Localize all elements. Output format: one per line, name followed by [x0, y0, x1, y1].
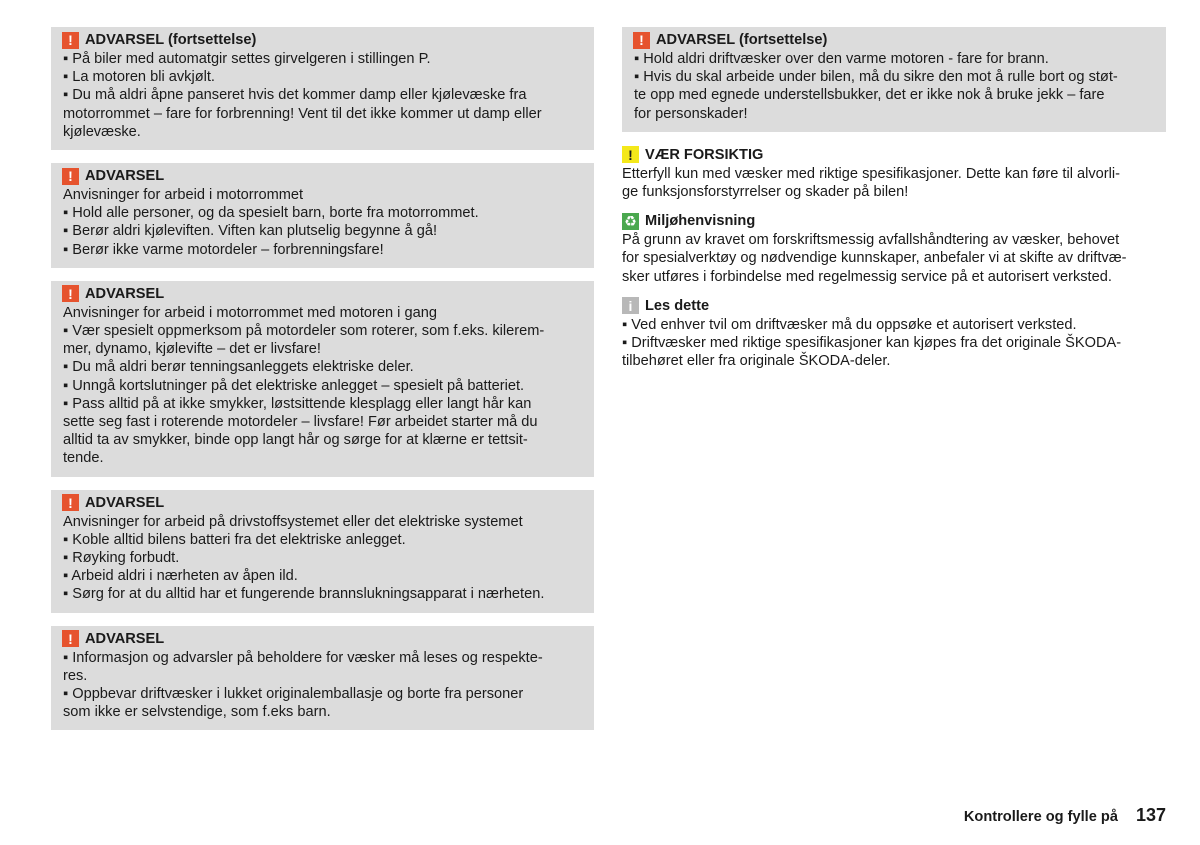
text-line: tende. — [63, 450, 104, 467]
warning-header — [62, 284, 582, 304]
warning-title: ADVARSEL — [85, 167, 165, 184]
text-line: ▪ Unngå kortslutninger på det elektriske anlegget – spesielt på batteriet. — [63, 377, 525, 394]
text-line: ▪ Røyking forbudt. — [63, 550, 180, 567]
text-line: ▪ Arbeid aldri i nærheten av åpen ild. — [63, 568, 298, 585]
caution-title: VÆR FORSIKTIG — [645, 146, 764, 163]
warning-box — [51, 626, 594, 731]
warning-header — [62, 493, 582, 513]
left-column — [51, 27, 594, 743]
warning-header — [62, 166, 582, 186]
page-number: 137 — [1135, 805, 1166, 825]
note-title: Les dette — [645, 297, 710, 314]
info-icon: i — [622, 297, 639, 314]
warning-header — [62, 629, 582, 649]
text-line: ▪ Berør ikke varme motordeler – forbrenningsfare! — [63, 241, 384, 258]
text-line: ▪ Hold alle personer, og da spesielt barn, borte fra motorrommet. — [63, 205, 479, 222]
recycle-icon: ♻ — [622, 213, 639, 230]
caution-section — [622, 145, 1166, 201]
warning-box — [51, 490, 594, 613]
warning-icon: ! — [62, 285, 79, 302]
text-line: På grunn av kravet om forskriftsmessig avfallshåndtering av væsker, behovet — [622, 232, 1120, 249]
warning-title: ADVARSEL — [85, 285, 165, 302]
text-line: ▪ Koble alltid bilens batteri fra det elektriske anlegget. — [63, 531, 406, 548]
warning-icon: ! — [62, 168, 79, 185]
text-line: Etterfyll kun med væsker med riktige spesifikasjoner. Dette kan føre til alvorli- — [622, 165, 1120, 182]
text-line: ▪ La motoren bli avkjølt. — [63, 69, 215, 86]
text-line: res. — [63, 667, 88, 684]
text-line: ▪ Driftvæsker med riktige spesifikasjoner kan kjøpes fra det originale ŠKODA- — [622, 335, 1122, 352]
text-line: mer, dynamo, kjølevifte – det er livsfare! — [63, 341, 321, 358]
warning-icon: ! — [62, 494, 79, 511]
warning-box — [51, 27, 594, 150]
warning-icon: ! — [633, 32, 650, 49]
text-line: ▪ Du må aldri åpne panseret hvis det kommer damp eller kjølevæske fra — [63, 87, 527, 104]
text-line: ▪ På biler med automatgir settes girvelgeren i stillingen P. — [63, 51, 431, 67]
text-line: ▪ Hold aldri driftvæsker over den varme motoren - fare for brann. — [634, 51, 1049, 67]
environment-title: Miljøhenvisning — [645, 213, 756, 230]
warning-box — [51, 281, 594, 477]
warning-icon: ! — [62, 32, 79, 49]
warning-header — [62, 30, 582, 50]
text-line: ▪ Du må aldri berør tenningsanleggets elektriske deler. — [63, 359, 414, 376]
text-line: ▪ Hvis du skal arbeide under bilen, må du sikre den mot å rulle bort og støt- — [634, 69, 1118, 86]
warning-title: ADVARSEL — [85, 630, 165, 647]
footer-section-title: Kontrollere og fylle på — [963, 809, 1118, 825]
warning-header — [633, 30, 1154, 50]
text-line: sker utføres i forbindelse med regelmessig service på et autorisert verksted. — [622, 268, 1112, 285]
text-line: te opp med egnede understellsbukker, det er ikke nok å bruke jekk – fare — [634, 87, 1105, 104]
note-header — [622, 296, 1166, 316]
warning-icon: ! — [62, 630, 79, 647]
note-section — [622, 296, 1166, 371]
warning-title: ADVARSEL (fortsettelse) — [85, 31, 257, 48]
text-line: tilbehøret eller fra originale ŠKODA-deler. — [622, 353, 891, 370]
warning-title: ADVARSEL — [85, 494, 165, 511]
warning-box — [51, 163, 594, 268]
text-line: som ikke er selvstendige, som f.eks barn. — [63, 704, 331, 721]
text-line: for personskader! — [634, 105, 748, 122]
environment-header — [622, 211, 1166, 231]
text-line: ▪ Informasjon og advarsler på beholdere for væsker må leses og respekte- — [63, 649, 543, 666]
text-line: ▪ Ved enhver tvil om driftvæsker må du oppsøke et autorisert verksted. — [622, 316, 1077, 333]
text-line: ▪ Oppbevar driftvæsker i lukket originalemballasje og borte fra personer — [63, 686, 524, 703]
page-footer — [964, 805, 1166, 826]
text-line: ▪ Pass alltid på at ikke smykker, løstsittende klesplagg eller langt hår kan — [63, 395, 532, 412]
text-line: ▪ Berør aldri kjøleviften. Viften kan plutselig begynne å gå! — [63, 223, 438, 240]
text-line: ▪ Vær spesielt oppmerksom på motordeler som roterer, som f.eks. kilerem- — [63, 323, 545, 340]
text-line: ge funksjonsforstyrrelser og skader på bilen! — [622, 184, 909, 201]
caution-header — [622, 145, 1166, 165]
text-line: Anvisninger for arbeid i motorrommet med motoren i gang — [63, 304, 437, 321]
text-line: for spesialverktøy og nødvendige kunnskaper, anbefaler vi at skifte av driftvæ- — [622, 250, 1127, 267]
text-line: Anvisninger for arbeid i motorrommet — [63, 187, 304, 204]
warning-title: ADVARSEL (fortsettelse) — [656, 31, 828, 48]
text-line: alltid ta av smykker, binde opp langt hår og sørge for at klærne er tettsit- — [63, 432, 528, 449]
right-column — [622, 27, 1166, 380]
caution-icon: ! — [622, 146, 639, 163]
text-line: Anvisninger for arbeid på drivstoffsystemet eller det elektriske systemet — [63, 513, 523, 530]
text-line: ▪ Sørg for at du alltid har et fungerende brannslukningsapparat i nærheten. — [63, 586, 545, 603]
text-line: motorrommet – fare for forbrenning! Vent til det ikke kommer ut damp eller — [63, 105, 542, 122]
text-line: kjølevæske. — [63, 123, 141, 140]
text-line: sette seg fast i roterende motordeler – livsfare! Før arbeidet starter må du — [63, 414, 538, 431]
warning-box — [622, 27, 1166, 132]
environment-section — [622, 211, 1166, 286]
